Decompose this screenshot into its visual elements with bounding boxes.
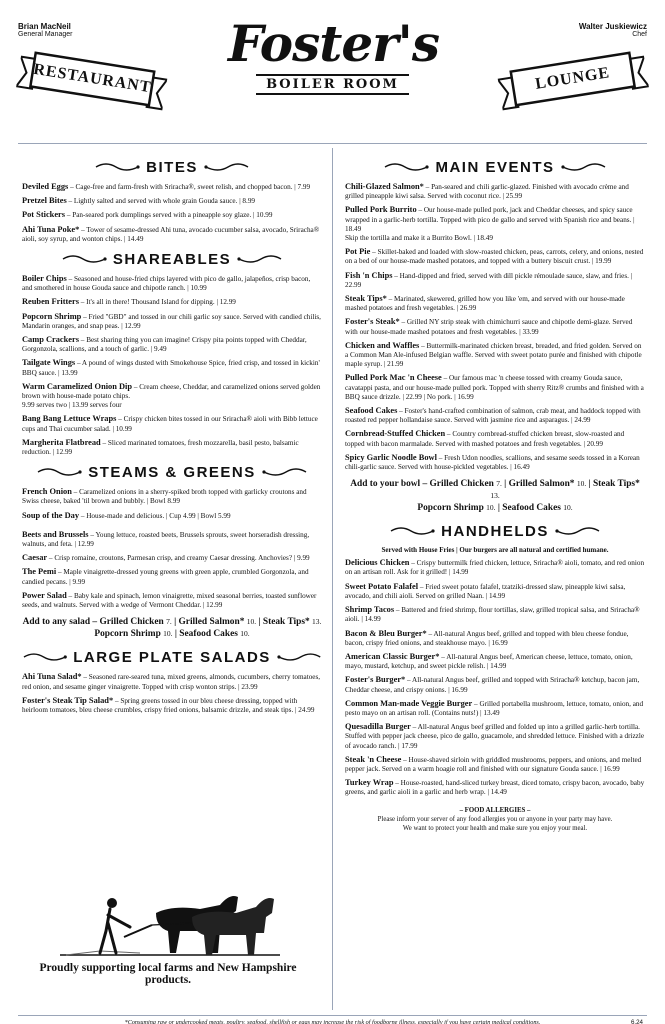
column-divider (332, 148, 333, 1010)
item-desc: – Pan-seared pork dumplings served with a pineapple soy glaze. | 10.99 (65, 211, 273, 220)
addon-name: Grilled Salmon* (178, 617, 245, 628)
item-desc: – Cream cheese, Cheddar, and caramelized onions served golden brown with house-made potato chips. (22, 382, 321, 401)
item-name: Sweet Potato Falafel (345, 581, 419, 591)
item-name: Steak Tips* (345, 294, 387, 304)
shareables-header (22, 248, 322, 270)
menu-item (345, 373, 645, 402)
item-name: Chicken and Waffles (345, 340, 420, 350)
steams-title: STEAMS & GREENS (88, 463, 256, 481)
menu-item (22, 553, 322, 563)
addon-name: Grilled Salmon* (508, 479, 575, 490)
addon-name: Grilled Chicken (99, 617, 164, 628)
item-name: Turkey Wrap (345, 778, 394, 788)
chef-name: Walter Juskiewicz (578, 22, 647, 31)
local-farms-tagline: Proudly supporting local farms and New Hampshire products. (39, 962, 297, 986)
large-plate-header (22, 646, 322, 668)
soups-list (22, 487, 322, 521)
item-desc: – House-roasted, hand-sliced turkey breast, diced tomato, crispy bacon, avocado, baby greens, and garlic aioli in a garlic and herb wrap. | 14.49 (345, 779, 645, 797)
item-desc: – Marinated, skewered, grilled how you like 'em, and served with our house-made mashed potatoes and fresh vegetables. | 26.99 (345, 295, 625, 313)
addon-price: 10. (163, 629, 173, 639)
menu-item (22, 511, 322, 521)
addon-label: Add to any salad – (22, 617, 98, 628)
top-divider (18, 143, 647, 144)
menu-item (22, 530, 322, 549)
item-name: Spicy Garlic Noodle Bowl (345, 452, 437, 462)
menu-item (22, 487, 322, 506)
swash-left-icon (22, 651, 67, 663)
swash-left-icon (36, 466, 82, 478)
item-name: Tailgate Wings (22, 358, 76, 368)
item-desc: – Hand-dipped and fried, served with dill pickle rémoulade sauce, slaw, and fries. | 22.99 (345, 271, 633, 289)
item-name: Ahi Tuna Poke* (22, 224, 80, 234)
food-allergies-notice (345, 806, 645, 833)
item-desc: – Maple vinaigrette-dressed young greens with green apple, crumbled Gorgonzola, and candied pecans. | 9.99 (22, 568, 309, 586)
menu-item (22, 358, 322, 377)
menu-item (345, 294, 645, 313)
addon-price: 13. (490, 491, 500, 501)
item-desc: – All-natural Angus beef, American cheese, lettuce, tomato, onion, mayo, mustard, ketchup, and sweet pickle relish. | 14.99 (345, 652, 633, 671)
item-name: Power Salad (22, 590, 67, 600)
item-name: Quesadilla Burger (345, 722, 411, 732)
item-name: American Classic Burger* (345, 651, 440, 661)
item-name: Soup of the Day (22, 510, 80, 520)
item-desc: – Crisp romaine, croutons, Parmesan crisp, and creamy Caesar dressing. Anchovies? | 9.99 (47, 554, 310, 563)
item-desc: – All-natural Angus beef, grilled and topped with bleu cheese fondue, bacon, crispy fried onions, and steakhouse mayo. | 16.99 (345, 629, 629, 647)
item-name: Shrimp Tacos (345, 605, 395, 615)
item-desc: – All-natural Angus beef grilled and folded up into a grilled garlic-herb tortilla. Stuffed with pepper jack cheese, pico de gallo, guacamole, and shredded lettuce. Finished with a drizzle of avocado ranch. | 17.99 (345, 723, 645, 750)
addon-name: Popcorn Shrimp (417, 503, 484, 514)
item-desc: – Foster's hand-crafted combination of salmon, crab meat, and haddock topped with roasted red pepper hollandaise sauce. Served with jasmine rice and asparagus. | 24.99 (345, 407, 641, 425)
main-events-list (345, 182, 645, 472)
item-desc: – House-made and delicious. | Cup 4.99 | Bowl 5.99 (79, 511, 231, 520)
left-column (22, 152, 322, 719)
manager-title: General Manager (18, 31, 73, 38)
item-desc: – Spring greens tossed in our bleu cheese dressing, topped with heirloom tomatoes, bleu cheese crumbles, crispy fried onions, balsamic drizzle, and steak tips. | 24.99 (22, 696, 315, 714)
item-desc: – Country cornbread-stuffed chicken breast, slow-roasted and topped with bacon marmalade. Served with mashed potatoes and fresh vegetables. | 20.99 (345, 430, 625, 448)
swash-right-icon (561, 161, 607, 173)
menu-item (22, 225, 322, 244)
item-name: The Pemi (22, 567, 57, 577)
item-desc: – Grilled NY strip steak with chimichurri sauce and chipotle demi-glaze. Served with our house-made mashed potatoes and fresh vegetables. | 33.99 (345, 318, 633, 336)
item-name: Chili-Glazed Salmon* (345, 182, 424, 191)
menu-item (345, 755, 645, 774)
item-desc: – Battered and fried shrimp, flour tortillas, slaw, grilled tropical salsa, and Sriracha® aioli. | 14.99 (345, 606, 640, 624)
item-name: French Onion (22, 487, 72, 497)
addon-name: Seafood Cakes (502, 503, 561, 514)
farmer-plow-illustration (60, 883, 280, 963)
menu-item (345, 699, 645, 718)
item-name: Margherita Flatbread (22, 437, 101, 447)
item-desc: – Seasoned and house-fried chips layered with pico de gallo, jalapeños, crisp bacon, and smothered in house Gouda sauce and chipotle ranch. | 10.99 (22, 275, 311, 293)
item-desc: – Crispy buttermilk fried chicken, lettuce, Sriracha® aioli, tomato, and red onion on an artisan roll. Ask for it grilled! | 14.99 (345, 559, 645, 577)
swash-right-icon (277, 651, 322, 663)
bowl-addons: Add to your bowl – Grilled Chicken 7. | Grilled Salmon* 10. | Steak Tips* 13. Popcorn Shrimp 10. | Seafood Cakes 10. (350, 479, 640, 514)
item-desc: – Lightly salted and served with whole grain Gouda sauce. | 8.99 (66, 197, 256, 206)
menu-item (345, 271, 645, 290)
menu-item (345, 341, 645, 370)
item-name: Caesar (22, 553, 48, 563)
handhelds-title: HANDHELDS (441, 522, 549, 540)
addon-name: Steak Tips* (592, 479, 640, 490)
item-desc: – Fried "GBD" and tossed in our chili garlic soy sauce. Served with candied chilis, Mandarin oranges, and snap peas. | 12.99 (22, 312, 321, 330)
allergy-line-1: Please inform your server of any food allergies you or anyone in your party may have. (377, 815, 613, 823)
item-desc: – Cage-free and farm-fresh with Sriracha®, sweet relish, and chopped bacon. | 7.99 (68, 183, 311, 191)
addon-price: 10. (246, 617, 257, 627)
fosters-logo (228, 14, 437, 112)
item-name: Deviled Eggs (22, 182, 69, 191)
menu-item (345, 652, 645, 671)
addon-price: 7. (496, 479, 502, 489)
addon-price: 10. (486, 503, 496, 513)
item-desc: – Crispy chicken bites tossed in our Sriracha® aioli with Bibb lettuce cups and Thai cucumber salad. | 10.99 (22, 415, 318, 433)
chef-credit (579, 22, 647, 38)
swash-right-icon (204, 161, 250, 173)
item-desc: – Our famous mac 'n cheese tossed with creamy Gouda sauce, cavatappi pasta, and our house-made pulled pork. Topped with sherry Ritz® crumbs and finished with a BBQ sauce drizzle. | 22.99 | No pork. | 16.99 (345, 374, 644, 401)
item-name: Warm Caramelized Onion Dip (22, 381, 133, 391)
salad-addons: Add to any salad – Grilled Chicken 7. | Grilled Salmon* 10. | Steak Tips* 13. Popcorn Shrimp 10. | Seafood Cakes 10. (22, 617, 322, 640)
restaurant-banner-text: RESTAURANT (32, 60, 153, 97)
item-name: Foster's Steak* (345, 317, 400, 327)
menu-item (22, 591, 322, 610)
swash-left-icon (383, 161, 429, 173)
lounge-banner-text: LOUNGE (534, 64, 612, 93)
item-name: Boiler Chips (22, 274, 67, 284)
allergy-heading: – FOOD ALLERGIES – (459, 806, 531, 814)
menu-item (22, 312, 322, 331)
steams-header (22, 461, 322, 483)
bites-header (22, 156, 322, 178)
addon-name: Popcorn Shrimp (94, 629, 161, 640)
item-name: Pulled Pork Mac 'n Cheese (345, 373, 442, 383)
item-name: Fish 'n Chips (345, 270, 393, 280)
right-column (345, 152, 645, 833)
item-name: Pot Stickers (22, 210, 66, 220)
logo-subtitle: BOILER ROOM (256, 74, 409, 95)
item-name: Bacon & Bleu Burger* (345, 628, 427, 638)
menu-item (345, 778, 645, 797)
menu-item (345, 453, 645, 472)
chef-title: Chef (632, 31, 647, 38)
handhelds-list (345, 558, 645, 797)
item-name: Common Man-made Veggie Burger (345, 698, 473, 708)
addon-name: Steak Tips* (262, 617, 310, 628)
menu-item (345, 247, 645, 266)
item-name: Cornbread-Stuffed Chicken (345, 429, 446, 439)
item-name: Pretzel Bites (22, 196, 67, 206)
menu-item (345, 429, 645, 448)
raw-food-disclaimer: *Consuming raw or undercooked meats, poultry, seafood, shellfish or eggs may increase the risk of foodborne illness, especially if you have certain medical conditions. (124, 1019, 541, 1024)
handhelds-header (345, 520, 645, 542)
shareables-list (22, 274, 322, 457)
item-desc: – Best sharing thing you can imagine! Crispy pita points topped with Cheddar, Gorgonzola, scallions, and a touch of garlic. | 9.49 (22, 336, 307, 354)
menu-item (22, 210, 322, 220)
item-desc: – Pan-seared and chili garlic-glazed. Finished with avocado crème and grilled pineapple kiwi salsa. Served with coconut rice. | 25.99 (345, 183, 629, 201)
item-desc: – It's all in there! Thousand Island for dipping. | 12.99 (78, 298, 236, 307)
main-events-title: MAIN EVENTS (435, 158, 555, 176)
shareables-title: SHAREABLES (112, 250, 232, 268)
item-desc: – Seasoned rare-seared tuna, mixed greens, almonds, cucumbers, cherry tomatoes, red onion, and sesame ginger vinaigrette. Topped with crisp wonton strips. | 23.99 (22, 673, 321, 691)
menu-item (345, 558, 645, 577)
item-desc: – Skillet-baked and loaded with slow-roasted chicken, peas, carrots, celery, and onions, nested on a bed of our house-made mashed potatoes, and topped with a buttery biscuit crust. | 19.99 (345, 248, 644, 266)
menu-item (22, 335, 322, 354)
menu-version-code: 6.24 (630, 1019, 643, 1024)
menu-item (345, 317, 645, 336)
item-name: Pot Pie (345, 247, 371, 257)
item-desc: – Caramelized onions in a sherry-spiked broth topped with garlicky croutons and Swiss cheese, baked 'til brown and bubbly. | Bowl 8.99 (22, 488, 307, 506)
addon-price: 10. (563, 503, 573, 513)
menu-item (345, 406, 645, 425)
menu-item (345, 605, 645, 624)
bottom-divider (18, 1015, 647, 1016)
bites-list (22, 182, 322, 244)
item-name: Reuben Fritters (22, 297, 79, 307)
menu-item (22, 438, 322, 457)
item-name: Seafood Cakes (345, 406, 398, 416)
addon-price: 10. (576, 479, 587, 489)
menu-item (22, 567, 322, 586)
swash-right-icon (555, 525, 601, 537)
addon-price: 7. (166, 617, 172, 627)
addon-label: Add to your bowl – (350, 479, 428, 490)
item-desc: – Fried sweet potato falafel, tzatziki-dressed slaw, pineapple kiwi salsa, avocado, and chili aioli. Served on grilled Naan. | 14.99 (345, 582, 626, 600)
menu-item (345, 722, 645, 751)
item-name: Camp Crackers (22, 335, 79, 345)
item-desc: – All-natural Angus beef, grilled and topped with Sriracha® ketchup, bacon jam, Cheddar cheese, and crispy onions. | 16.99 (345, 676, 640, 694)
item-desc: – Baby kale and spinach, lemon vinaigrette, mixed seasonal berries, toasted sunflower seeds, and walnuts. Served with a wedge of Vermont Cheddar. | 12.99 (22, 591, 317, 610)
menu-item (345, 582, 645, 601)
swash-right-icon (237, 253, 283, 265)
bites-title: BITES (146, 158, 198, 176)
item-desc: – Sliced marinated tomatoes, fresh mozzarella, basil pesto, balsamic reduction. | 12.99 (22, 438, 299, 457)
lounge-banner (496, 47, 649, 116)
large-plate-list (22, 672, 322, 715)
item-desc: – Tower of sesame-dressed Ahi tuna, avocado cucumber salsa, avocado, Sriracha® aioli, soy syrup, and wonton chips. | 14.49 (22, 225, 320, 243)
item-desc: – Buttermilk-marinated chicken breast, breaded, and fried golden. Served on a Common Man Ale-infused Belgian waffle. Served with sweet potato purée and finished with chipotle maple syrup. | 21.99 (345, 341, 642, 369)
menu-item (345, 182, 645, 201)
main-events-header (345, 156, 645, 178)
handhelds-note: Served with House Fries | Our burgers are all natural and certified humane. (381, 546, 609, 555)
item-name: Foster's Burger* (345, 675, 406, 685)
menu-item (22, 414, 322, 433)
addon-name: Seafood Cakes (179, 629, 238, 640)
manager-credit (18, 22, 72, 38)
menu-item (22, 274, 322, 293)
menu-item (345, 629, 645, 648)
item-name: Pulled Pork Burrito (345, 205, 417, 215)
swash-left-icon (61, 253, 107, 265)
item-desc: – Young lettuce, roasted beets, Brussels sprouts, sweet horseradish dressing, walnuts, and feta. | 12.99 (22, 530, 310, 549)
menu-item (345, 675, 645, 694)
item-desc: – House-shaved sirloin with griddled mushrooms, peppers, and onions, and melted pepper jack. Served on a warm hoagie roll and finished with our signature Gouda sauce. | 16.99 (345, 755, 642, 773)
addon-price: 13. (312, 617, 322, 627)
logo-name: Foster's (228, 14, 439, 73)
menu-item (22, 672, 322, 691)
menu-item (22, 297, 322, 307)
item-desc: – Grilled portabella mushroom, lettuce, tomato, onion, and pesto mayo on an artisan roll. (Contains nuts!) | 13.49 (345, 699, 644, 717)
salads-list (22, 530, 322, 610)
item-name: Popcorn Shrimp (22, 311, 82, 321)
menu-item (22, 196, 322, 206)
item-desc: – Fresh Udon noodles, scallions, and sesame seeds tossed in a Korean chili-garlic sauce. Served with house-pickled vegetables. | 16.49 (345, 453, 640, 472)
menu-item (22, 382, 322, 411)
item-name: Foster's Steak Tip Salad* (22, 695, 114, 705)
addon-name: Grilled Chicken (429, 479, 494, 490)
large-plate-title: LARGE PLATE SALADS (73, 648, 271, 666)
swash-left-icon (94, 161, 140, 173)
swash-right-icon (262, 466, 308, 478)
swash-left-icon (389, 525, 435, 537)
menu-item (22, 182, 322, 192)
item-desc: – A pound of wings dusted with Smokehouse Spice, fried crisp, and tossed in kickin' BBQ sauce. | 13.99 (22, 359, 320, 377)
item-name: Beets and Brussels (22, 529, 89, 539)
item-name: Steak 'n Cheese (345, 754, 402, 764)
item-name: Ahi Tuna Salad* (22, 672, 82, 682)
item-desc: – Our house-made pulled pork, jack and Cheddar cheeses, and spicy sauce wrapped in a garlic-herb tortilla. Topped with pico de gallo and served with Spanish rice and beans. | 18.49 (345, 206, 635, 233)
addon-price: 10. (240, 629, 250, 639)
restaurant-banner (15, 47, 168, 116)
menu-item (22, 696, 322, 715)
manager-name: Brian MacNeil (18, 22, 71, 31)
item-name: Delicious Chicken (345, 558, 410, 568)
item-name: Bang Bang Lettuce Wraps (22, 414, 117, 424)
allergy-line-2: We want to protect your health and make sure you enjoy your meal. (402, 824, 588, 832)
menu-item (345, 205, 645, 243)
item-extra: 9.99 serves two | 13.99 serves four (22, 401, 122, 410)
item-extra: Skip the tortilla and make it a Burrito Bowl. | 18.49 (345, 234, 493, 243)
